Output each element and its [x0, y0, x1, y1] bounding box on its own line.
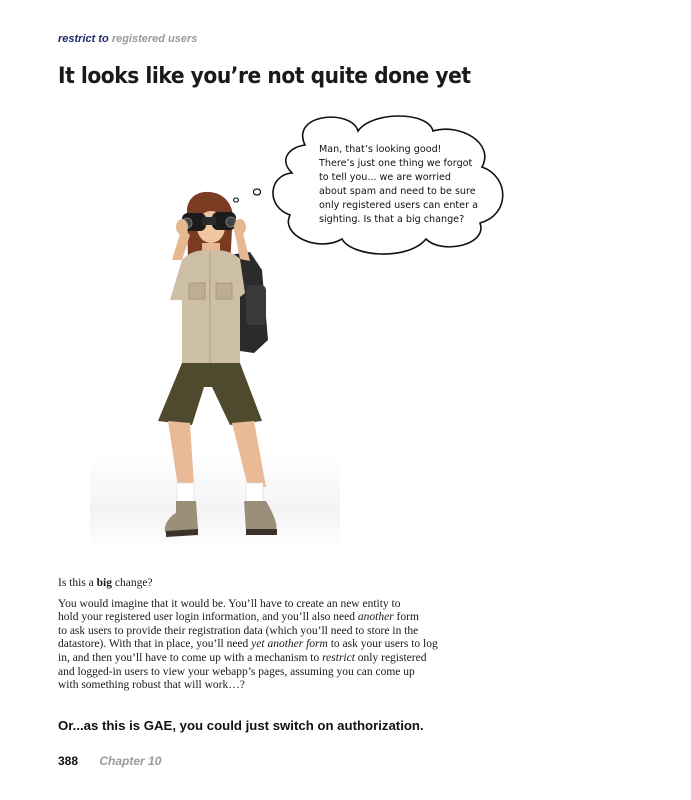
page-footer — [58, 754, 161, 768]
running-head-section: restrict to — [58, 33, 109, 45]
text-run: to ask your users to log — [327, 638, 438, 651]
bubble-line: only registered users can enter a — [319, 200, 478, 211]
page-title: It looks like you’re not quite done yet — [58, 64, 471, 89]
speech-bubble-text — [319, 143, 499, 227]
emphasis-run: another — [357, 611, 394, 624]
callout-text: Or...as this is GAE, you could just switch on authorization. — [58, 718, 424, 733]
chapter-label: Chapter 10 — [99, 754, 162, 768]
paragraph-line: and logged-in users to view your webapp’s pages, assuming you can come up — [58, 665, 415, 678]
paragraph-line: You would imagine that it would be. You’ll have to create an new entity to — [58, 597, 401, 610]
paragraph-line — [58, 638, 453, 652]
bubble-line: Man, that’s looking good! — [319, 144, 442, 155]
paragraph-line — [58, 652, 453, 666]
question-suffix: change? — [112, 577, 153, 589]
page-number: 388 — [58, 754, 79, 768]
question-emphasis: big — [96, 577, 112, 589]
paragraph-line: with something robust that will work…? — [58, 679, 245, 692]
text-run: in, and then you’ll have to come up with a mechanism to — [58, 651, 323, 664]
running-head — [58, 33, 197, 45]
woman-with-binoculars-illustration — [90, 115, 520, 555]
explanation-paragraph — [58, 598, 453, 693]
bubble-line: There’s just one thing we forgot — [319, 158, 473, 169]
bubble-line: sighting. Is that a big change? — [319, 214, 465, 225]
paragraph-line — [58, 611, 453, 625]
text-run: form — [393, 611, 419, 624]
text-run: only registered — [354, 651, 427, 664]
paragraph-line: to ask users to provide their registration data (which you’ll need to store in the — [58, 624, 419, 637]
bubble-line: to tell you... we are worried — [319, 172, 452, 183]
question-prefix: Is this a — [58, 577, 97, 589]
bubble-line: about spam and need to be sure — [319, 186, 476, 197]
question-paragraph — [58, 577, 453, 591]
emphasis-run: yet another form — [251, 638, 328, 651]
text-run: hold your registered user login information, and you’ll also need — [58, 611, 358, 624]
running-head-title: registered users — [111, 33, 198, 45]
emphasis-run: restrict — [322, 651, 355, 664]
person-figure — [158, 192, 277, 537]
body-text — [58, 577, 453, 700]
text-run: datastore). With that in place, you’ll need — [58, 638, 252, 651]
